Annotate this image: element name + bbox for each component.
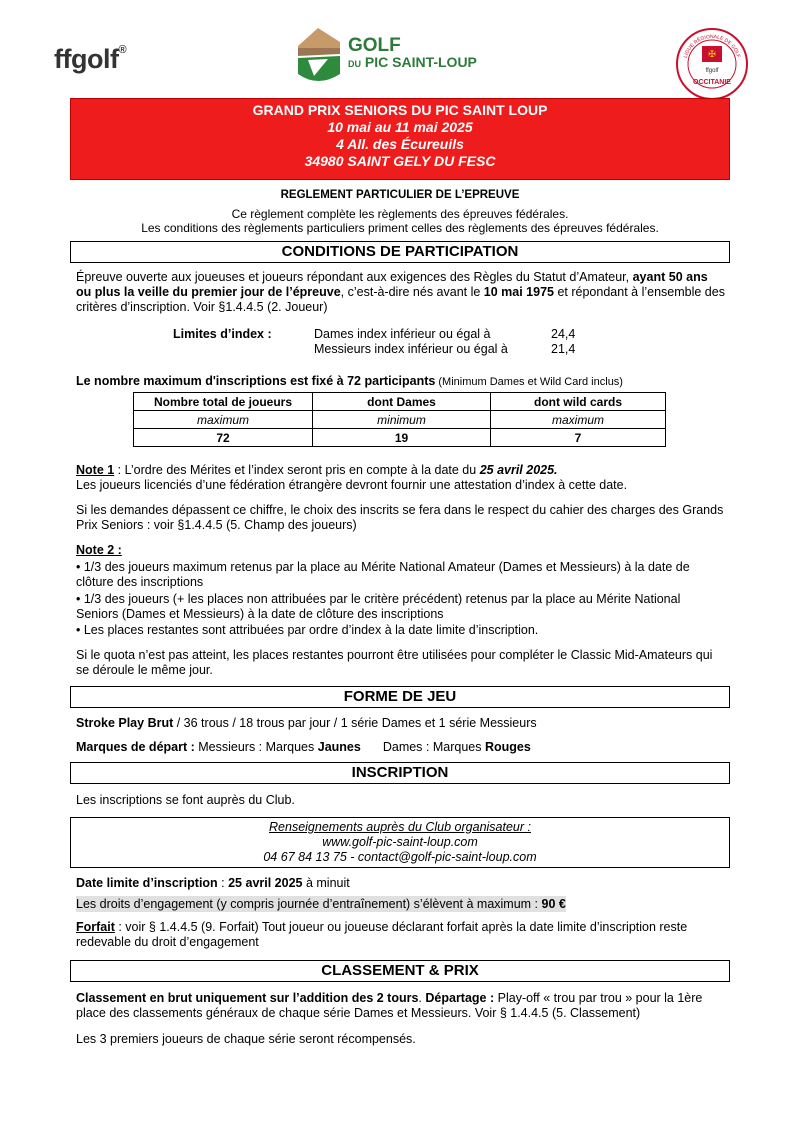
club-logo-line1: GOLF <box>348 35 401 56</box>
svg-text:✠: ✠ <box>708 49 716 59</box>
note2-item: • 1/3 des joueurs (+ les places non attribuées par le critère précédent) retenus par la place au Mérite National Seniors (Dames et Messieurs) à la date de clôture des inscriptions <box>76 592 681 621</box>
section-forme: FORME DE JEU <box>70 686 730 708</box>
demand-paragraph: Si les demandes dépassent ce chiffre, le choix des inscrits se fera dans le respect du cahier des charges des Grands Prix Seniors : voir §1.4.4.5 (5. Champ des joueurs) <box>76 503 724 532</box>
intro-line2: Les conditions des règlements particuliers priment celles des règlements des épreuves fédérales. <box>141 221 659 235</box>
section-inscription: INSCRIPTION <box>70 762 730 784</box>
note2-label: Note 2 : <box>76 543 122 557</box>
table-cell: 19 <box>313 429 491 447</box>
table-cell: 72 <box>134 429 313 447</box>
ffgolf-logo: ffgolf® <box>54 44 127 74</box>
table-row <box>134 429 666 447</box>
club-emblem-icon <box>294 26 344 88</box>
conditions-paragraph: Épreuve ouverte aux joueuses et joueurs répondant aux exigences des Règles du Statut d’Amateur, ayant 50 ans ou plus la veille du premier jour de l’épreuve, c’est-à-dire nés avant le 10 mai 1975 et répondant à l’ensemble des critères d’inscription. Voir §1.4.4.5 (2. Joueur) <box>76 270 725 314</box>
event-address: 4 All. des Écureuils <box>336 136 464 152</box>
table-subheader: minimum <box>313 411 491 429</box>
quota-paragraph: Si le quota n’est pas atteint, les places restantes pourront être utilisées pour compléter le Classic Mid-Amateurs qui se déroule le même jour. <box>76 648 713 677</box>
prizes-paragraph: Les 3 premiers joueurs de chaque série seront récompensés. <box>76 1032 416 1046</box>
classement-paragraph: Classement en brut uniquement sur l’addition des 2 tours. Départage : Play-off « trou par trou » pour la 1ère place des classements généraux de chaque série Dames et Messieurs. Voir § 1.4.4.5 (5. Classement) <box>76 991 703 1020</box>
event-city: 34980 SAINT GELY DU FESC <box>304 153 496 169</box>
women-limit-label: Dames index inférieur ou égal à <box>314 327 491 341</box>
event-header <box>70 98 730 180</box>
men-limit-value: 21,4 <box>551 342 576 356</box>
club-info-title: Renseignements auprès du Club organisateur : <box>269 820 531 834</box>
club-logo-prefix: DU <box>348 59 361 69</box>
event-dates: 10 mai au 11 mai 2025 <box>327 119 473 135</box>
section-classement: CLASSEMENT & PRIX <box>70 960 730 982</box>
table-row <box>134 411 666 429</box>
ligue-ring-text: LIGUE RÉGIONALE DE GOLF <box>682 33 742 59</box>
forfait-paragraph: Forfait : voir § 1.4.4.5 (9. Forfait) Tout joueur ou joueuse déclarant forfait après la date limite d’inscription reste redevable du droit d’engagement <box>76 920 688 949</box>
index-limits-label: Limites d’index : <box>173 327 272 341</box>
section-conditions: CONDITIONS DE PARTICIPATION <box>70 241 730 263</box>
registered-icon: ® <box>118 44 127 56</box>
women-limit-value: 24,4 <box>551 327 576 341</box>
club-contact[interactable]: 04 67 84 13 75 - contact@golf-pic-saint-loup.com <box>263 850 537 864</box>
table-header: dont Dames <box>313 393 491 411</box>
table-header: Nombre total de joueurs <box>134 393 313 411</box>
tee-marks-line: Marques de départ : Messieurs : Marques Jaunes Dames : Marques Rouges <box>76 740 531 754</box>
note1: Note 1 : L’ordre des Mérites et l’index seront pris en compte à la date du 25 avril 2025. Les joueurs licenciés d’une fédération étrangère devront fournir une attestation d’index à cette date. <box>76 463 628 492</box>
table-header: dont wild cards <box>491 393 666 411</box>
participants-table <box>133 392 666 447</box>
ligue-occitanie-logo <box>674 26 750 102</box>
intro-line1: Ce règlement complète les règlements des épreuves fédérales. <box>231 207 569 221</box>
note2-item: • 1/3 des joueurs maximum retenus par la place au Mérite National Amateur (Dames et Messieurs) à la date de clôture des inscriptions <box>76 560 690 589</box>
deadline-line: Date limite d’inscription : 25 avril 2025 à minuit <box>76 876 350 890</box>
table-row <box>134 393 666 411</box>
inscription-paragraph: Les inscriptions se font auprès du Club. <box>76 793 295 807</box>
event-title: GRAND PRIX SENIORS DU PIC SAINT LOUP <box>252 102 548 118</box>
ligue-seal-icon <box>674 26 750 102</box>
table-cell: 7 <box>491 429 666 447</box>
note2-item: • Les places restantes sont attribuées par ordre d’index à la date limite d’inscription. <box>76 623 539 637</box>
rules-heading: REGLEMENT PARTICULIER DE L’EPREUVE <box>280 189 520 201</box>
club-info-box <box>70 817 730 868</box>
max-registrations: Le nombre maximum d'inscriptions est fixé à 72 participants (Minimum Dames et Wild Card inclus) <box>76 374 623 388</box>
table-subheader: maximum <box>491 411 666 429</box>
table-subheader: maximum <box>134 411 313 429</box>
stroke-play-line: Stroke Play Brut / 36 trous / 18 trous par jour / 1 série Dames et 1 série Messieurs <box>76 716 537 730</box>
ligue-ffgolf-text: ffgolf <box>705 68 719 74</box>
club-logo-line2: PIC SAINT-LOUP <box>364 54 477 70</box>
fees-line: Les droits d’engagement (y compris journée d’entraînement) s’élèvent à maximum : 90 € <box>76 897 566 911</box>
club-logo <box>294 26 524 88</box>
club-website-link[interactable]: www.golf-pic-saint-loup.com <box>322 835 478 849</box>
men-limit-label: Messieurs index inférieur ou égal à <box>314 342 508 356</box>
ligue-name-text: OCCITANIE <box>693 79 731 86</box>
